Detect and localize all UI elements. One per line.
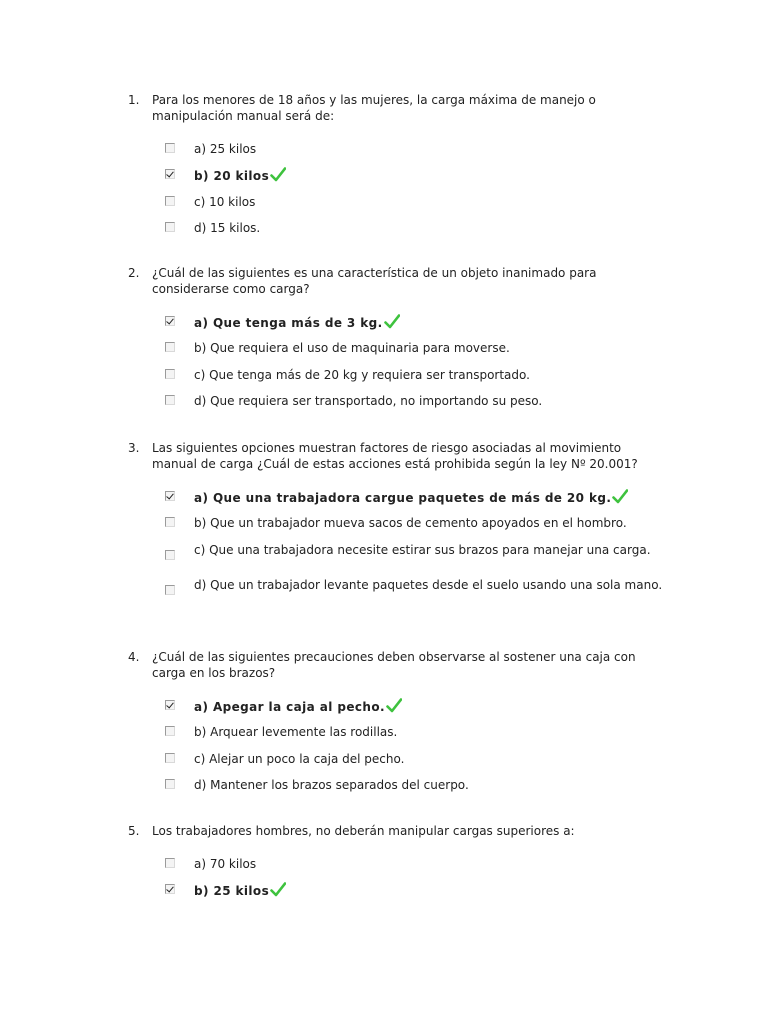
question-5 (128, 823, 648, 909)
answer-text (194, 314, 664, 331)
checkbox-icon[interactable] (165, 395, 175, 405)
checkbox-icon[interactable] (165, 169, 175, 179)
green-checkmark-icon (384, 314, 400, 329)
answer-option[interactable] (128, 489, 648, 515)
answer-text (194, 698, 664, 715)
question-text: Las siguientes opciones muestran factores de riesgo asociadas al movimiento manual de carga ¿Cuál de estas acciones está prohibida según la ley Nº 20.001? (152, 441, 638, 471)
answer-option[interactable] (128, 724, 648, 750)
question-number: 2. (128, 266, 140, 280)
answer-option[interactable] (128, 141, 648, 167)
checkbox-icon[interactable] (165, 779, 175, 789)
answer-label: b) Que un trabajador mueva sacos de cemento apoyados en el hombro. (194, 516, 627, 531)
question-3 (128, 440, 663, 613)
checkbox-icon[interactable] (165, 369, 175, 379)
answer-label: d) Que un trabajador levante paquetes desde el suelo usando una sola mano. (194, 578, 663, 593)
question-4 (128, 649, 648, 803)
answer-label: c) Que tenga más de 20 kg y requiera ser transportado. (194, 367, 530, 382)
answer-text (194, 367, 664, 383)
answer-label: b) Que requiera el uso de maquinaria para moverse. (194, 341, 510, 356)
checkbox-icon[interactable] (165, 517, 175, 527)
checkbox-icon[interactable] (165, 726, 175, 736)
checkbox-icon[interactable] (165, 491, 175, 501)
answer-option[interactable] (128, 194, 648, 220)
answer-label: d) Mantener los brazos separados del cuerpo. (194, 777, 469, 792)
green-checkmark-icon (386, 698, 402, 713)
answer-option[interactable] (128, 515, 648, 541)
answer-label: a) Que una trabajadora cargue paquetes de más de 20 kg. (194, 491, 612, 505)
question-text: ¿Cuál de las siguientes precauciones deben observarse al sostener una caja con carga en los brazos? (152, 650, 636, 680)
checkbox-icon[interactable] (165, 700, 175, 710)
answer-option[interactable] (128, 751, 648, 777)
answer-label: b) Arquear levemente las rodillas. (194, 725, 398, 740)
answer-label: a) Apegar la caja al pecho. (194, 700, 385, 714)
answer-text (194, 882, 664, 899)
answer-text (194, 489, 664, 506)
answer-label: c) Que una trabajadora necesite estirar sus brazos para manejar una carga. (194, 542, 651, 557)
answer-option[interactable] (128, 542, 651, 578)
answer-option[interactable] (128, 577, 663, 613)
answer-text (194, 724, 664, 740)
checkbox-icon[interactable] (165, 222, 175, 232)
green-checkmark-icon (612, 489, 628, 504)
answer-text (194, 542, 664, 558)
question-number: 3. (128, 441, 140, 455)
question-2 (128, 265, 648, 419)
answer-option[interactable] (128, 393, 648, 419)
answer-text (194, 577, 664, 593)
question-1 (128, 92, 648, 246)
answer-label: a) 70 kilos (194, 857, 257, 871)
checkbox-icon[interactable] (165, 585, 175, 595)
answer-option[interactable] (128, 856, 648, 882)
checkbox-icon[interactable] (165, 550, 175, 560)
answer-label: b) 25 kilos (194, 884, 270, 899)
checkbox-icon[interactable] (165, 884, 175, 894)
checkbox-icon[interactable] (165, 196, 175, 206)
answer-label: b) 20 kilos (194, 169, 270, 184)
answer-option[interactable] (128, 220, 648, 246)
answer-label: c) 10 kilos (194, 194, 256, 209)
question-number: 4. (128, 650, 140, 664)
green-checkmark-icon (270, 167, 286, 182)
answer-text (194, 340, 664, 356)
answer-text (194, 856, 664, 872)
green-checkmark-icon (270, 882, 286, 897)
question-text: ¿Cuál de las siguientes es una característica de un objeto inanimado para considerarse como carga? (152, 266, 597, 296)
answer-text (194, 515, 664, 531)
question-number: 5. (128, 824, 140, 838)
answer-option[interactable] (128, 314, 648, 340)
answer-label: a) Que tenga más de 3 kg. (194, 316, 383, 330)
answer-option[interactable] (128, 167, 648, 193)
answer-label: d) Que requiera ser transportado, no importando su peso. (194, 393, 543, 408)
answer-option[interactable] (128, 367, 648, 393)
checkbox-icon[interactable] (165, 143, 175, 153)
answer-text (194, 194, 664, 210)
checkbox-icon[interactable] (165, 753, 175, 763)
answer-option[interactable] (128, 340, 648, 366)
checkbox-icon[interactable] (165, 342, 175, 352)
answer-label: a) 25 kilos (194, 142, 257, 156)
answer-option[interactable] (128, 698, 648, 724)
answer-text (194, 393, 664, 409)
answer-label: c) Alejar un poco la caja del pecho. (194, 751, 405, 766)
answer-option[interactable] (128, 777, 648, 803)
checkbox-icon[interactable] (165, 858, 175, 868)
answer-text (194, 777, 664, 793)
checkbox-icon[interactable] (165, 316, 175, 326)
answer-text (194, 220, 664, 236)
answer-text (194, 751, 664, 767)
answer-label: d) 15 kilos. (194, 220, 261, 235)
answer-text (194, 141, 664, 157)
answer-option[interactable] (128, 882, 648, 908)
question-text: Los trabajadores hombres, no deberán manipular cargas superiores a: (152, 824, 575, 838)
question-number: 1. (128, 93, 140, 107)
question-text: Para los menores de 18 años y las mujeres, la carga máxima de manejo o manipulación manual será de: (152, 93, 596, 123)
answer-text (194, 167, 664, 184)
